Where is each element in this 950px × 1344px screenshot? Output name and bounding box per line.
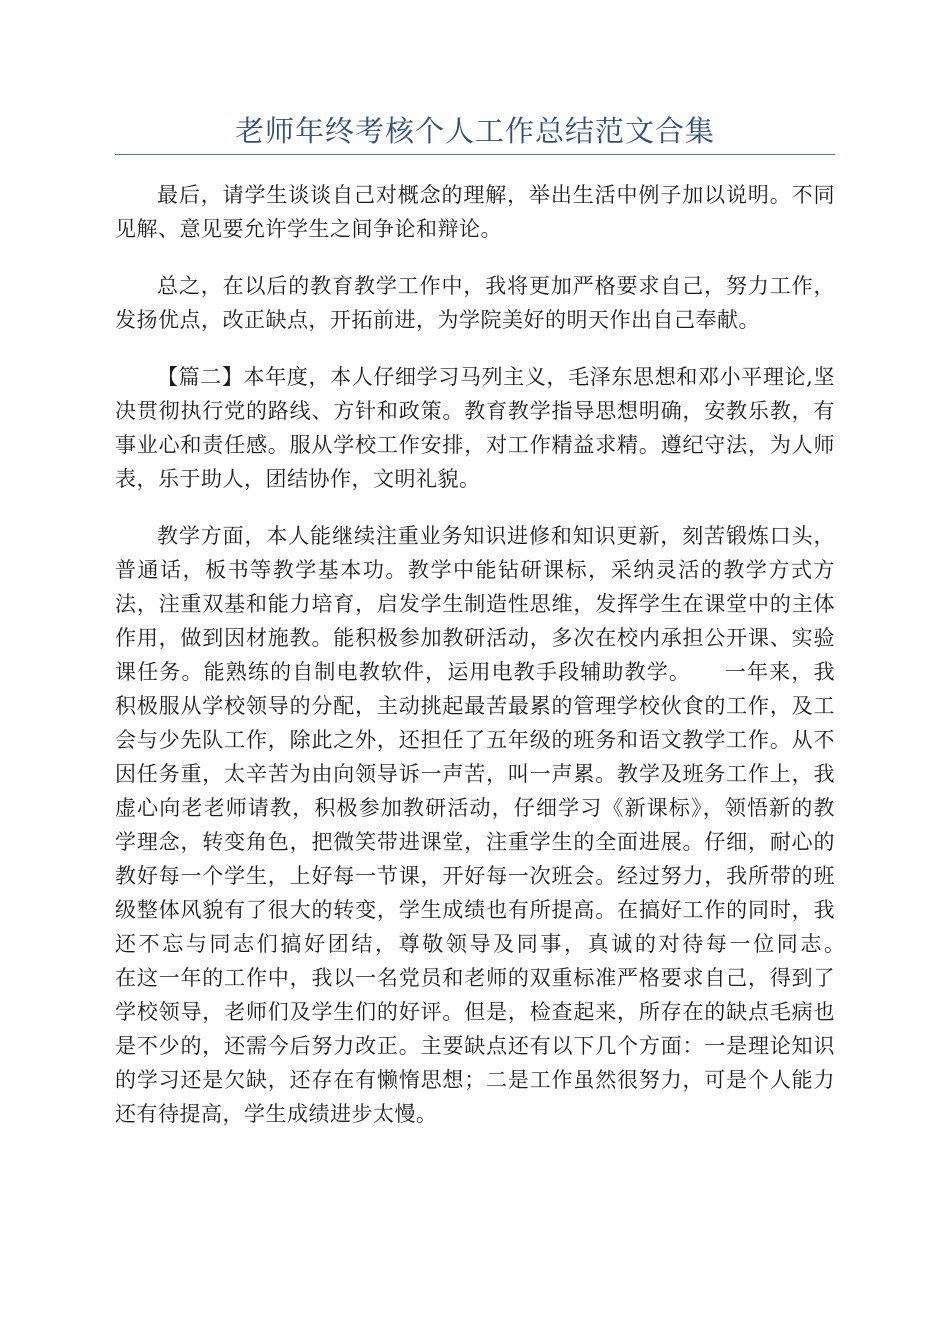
document-body bbox=[115, 178, 878, 1131]
paragraph-4: 教学方面，本人能继续注重业务知识进修和知识更新，刻苦锻炼口头，普通话，板书等教学基本功。教学中能钻研课标，采纳灵活的教学方式方法，注重双基和能力培育，启发学生制造性思维，发挥学生在课堂中的主体作用，做到因材施教。能积极参加教研活动，多次在校内承担公开课、实验课任务。能熟练的自制电教软件，运用电教手段辅助教学。 一年来，我积极服从学校领导的分配，主动挑起最苦最累的管理学校伙食的工作，及工会与少先队工作，除此之外，还担任了五年级的班务和语文教学工作。从不因任务重，太辛苦为由向领导诉一声苦，叫一声累。教学及班务工作上，我虚心向老老师请教，积极参加教研活动，仔细学习《新课标》，领悟新的教学理念，转变角色，把微笑带进课堂，注重学生的全面进展。仔细，耐心的教好每一个学生，上好每一节课，开好每一次班会。经过努力，我所带的班级整体风貌有了很大的转变，学生成绩也有所提高。在搞好工作的同时，我还不忘与同志们搞好团结，尊敬领导及同事，真诚的对待每一位同志。 在这一年的工作中，我以一名党员和老师的双重标准严格要求自己，得到了学校领导，老师们及学生们的好评。但是，检查起来，所存在的缺点毛病也是不少的，还需今后努力改正。主要缺点还有以下几个方面：一是理论知识的学习还是欠缺，还存在有懒惰思想；二是工作虽然很努力，可是个人能力还有待提高，学生成绩进步太慢。 bbox=[115, 524, 878, 1126]
paragraph-1: 最后，请学生谈谈自己对概念的理解，举出生活中例子加以说明。不同见解、意见要允许学生之间争论和辩论。 bbox=[115, 183, 835, 241]
paragraph-3: 【篇二】本年度，本人仔细学习马列主义，毛泽东思想和邓小平理论,坚决贯彻执行党的路线、方针和政策。教育教学指导思想明确，安教乐教，有事业心和责任感。服从学校工作安排，对工作精益求精。遵纪守法，为人师表，乐于助人，团结协作，文明礼貌。 bbox=[115, 365, 835, 491]
document-title: 老师年终考核个人工作总结范文合集 bbox=[234, 114, 715, 148]
paragraph-2: 总之，在以后的教育教学工作中，我将更加严格要求自己，努力工作，发扬优点，改正缺点，开拓前进，为学院美好的明天作出自己奉献。 bbox=[115, 274, 835, 332]
title-underline bbox=[115, 154, 835, 155]
